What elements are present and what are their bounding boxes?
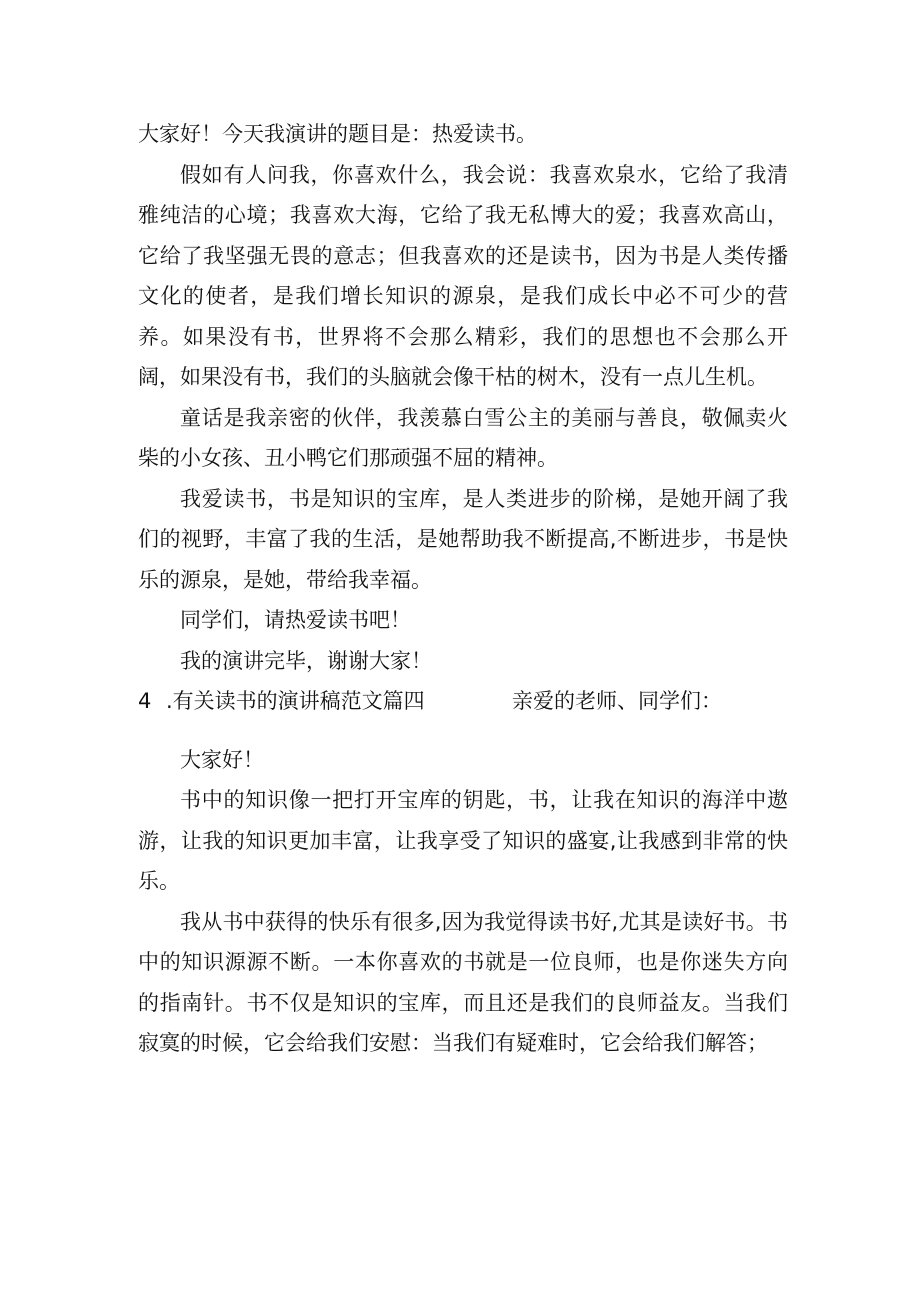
intro-paragraph: 大家好！今天我演讲的题目是：热爱读书。 xyxy=(138,122,537,146)
paragraph-key-to-treasure: 书中的知识像一把打开宝库的钥匙，书，让我在知识的海洋中遨游，让我的知识更加丰富，让我享受了知识的盛宴,让我感到非常的快乐。 xyxy=(138,788,788,893)
section-heading xyxy=(138,681,788,722)
paragraph-call-to-classmates: 同学们，请热爱读书吧！ xyxy=(180,608,411,632)
paragraph-joy-of-reading: 我从书中获得的快乐有很多,因为我觉得读书好,尤其是读好书。书中的知识源源不断。一本你喜欢的书就是一位良师，也是你迷失方向的指南针。书不仅是知识的宝库，而且还是我们的良师益友。当我们寂寞的时候，它会给我们安慰：当我们有疑难时，它会给我们解答； xyxy=(138,909,788,1055)
section-number: 4 xyxy=(138,689,152,713)
section-title: .有关读书的演讲稿范文篇四 xyxy=(166,689,425,713)
paragraph-closing: 我的演讲完毕，谢谢大家！ xyxy=(180,648,432,673)
paragraph-love-reading: 我爱读书，书是知识的宝库，是人类进步的阶梯，是她开阔了我们的视野，丰富了我的生活，是她帮助我不断提高,不断进步，书是快乐的源泉，是她，带给我幸福。 xyxy=(138,486,788,592)
document-body xyxy=(138,114,788,1064)
greeting-paragraph: 大家好！ xyxy=(180,747,264,772)
paragraph-fairy-tales: 童话是我亲密的伙伴，我羡慕白雪公主的美丽与善良，敬佩卖火柴的小女孩、丑小鸭它们那顽强不屈的精神。 xyxy=(138,405,788,470)
paragraph-likes: 假如有人问我，你喜欢什么，我会说：我喜欢泉水，它给了我清雅纯洁的心境；我喜欢大海，它给了我无私博大的爱；我喜欢高山，它给了我坚强无畏的意志；但我喜欢的还是读书，因为书是人类传播文化的使者，是我们增长知识的源泉，是我们成长中必不可少的营养。如果没有书，世界将不会那么精彩，我们的思想也不会那么开阔，如果没有书，我们的头脑就会像干枯的树木，没有一点儿生机。 xyxy=(138,162,788,389)
section-salutation: 亲爱的老师、同学们： xyxy=(512,689,722,713)
